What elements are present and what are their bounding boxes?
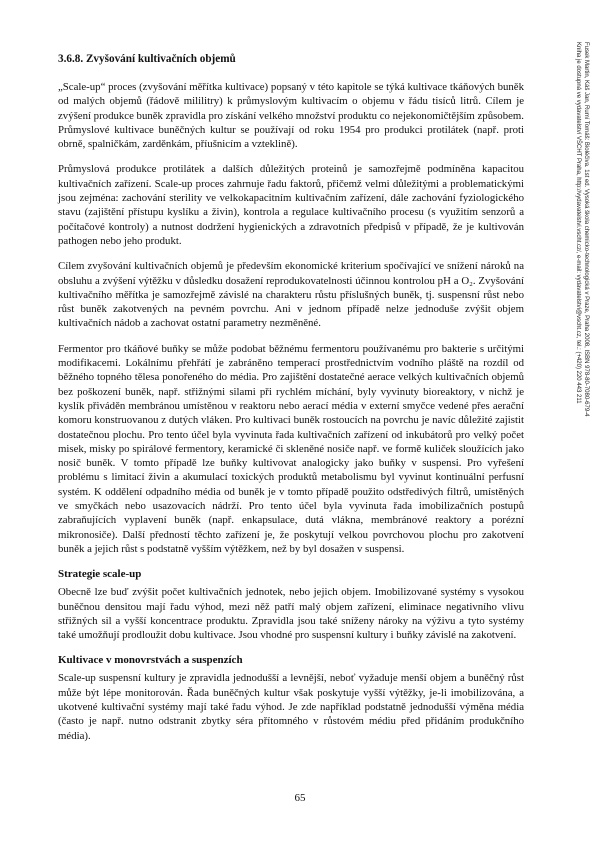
side-citation (574, 42, 590, 602)
subsection-heading-strategie: Strategie scale-up (58, 568, 142, 581)
page-body (58, 52, 524, 754)
section-heading: 3.6.8. Zvyšování kultivačních objemů (58, 53, 236, 65)
paragraph: Obecně lze buď zvýšit počet kultivačních jednotek, nebo jejich objem. Imobilizované systémy s vysokou buněčnou densitou mají řadu výhod, mezi něž patří malý objem zařízení, eliminace negativního vlivu střižných sil a vyšší koncentrace produktu. Zpravidla jsou také sníženy nároky na výživu a tyto systémy také umožňují prodloužit dobu kultivace. Jsou vhodné pro suspensní kultury i buňky závislé na zakotvení. (58, 586, 524, 642)
paragraph: Cílem zvyšování kultivačních objemů je především ekonomické kriterium spočívající ve snížení nároků na obsluhu a zvýšení výtěžku v důsledku dosažení reprodukovatelnosti účinnou kontrolou pH a O₂. Zvyšování kultivačního měřítka je samozřejmě závislé na charakteru růstu příslušných buněk, tj. suspensní růst nebo růst buněk zakotvených na pevném povrchu. Ani v jednom případě nelze jednoduše zvýšit objem kultivačních nádob a zachovat ostatní parametry nezměněné. (58, 260, 524, 330)
paragraph: Průmyslová produkce protilátek a dalších důležitých proteinů je samozřejmě podmíněna kapacitou kultivačních zařízení. Scale-up proces zahrnuje řadu faktorů, přičemž velmi důležitými a problematickými jsou zejména: zachování sterility ve velkokapacitním kultivačním zařízení, dále zachování fyziologického stavu (zajištění přístupu kyslíku a živin), kontrola a regulace kultivačního procesu (s využitím senzorů a počítačové kontroly) a nutnost dodržení hygienických a zdravotních předpisů v případě, že je kultivován pathogen nebo jeho produkt. (58, 163, 524, 247)
paragraph: Fermentor pro tkáňové buňky se může podobat běžnému fermentoru používanému pro bakterie s určitými modifikacemi. Lokálnímu přehřátí je zabráněno temperací prostřednictvím vodního pláště na rozdíl od běžného topného tělesa ponořeného do média. Pro zajištění dostatečné aerace velkých kultivačních objemů bez poškození buněk, např. střižnými silami při rychlém míchání, byly vyvinuty bioreaktory, v nichž je kyslík přiváděn membránou umístěnou v reaktoru nebo aerací média v externí smyčce vedené přes aerační komoru konstruovanou z dutých vláken. Pro kultivaci buněk rostoucích na povrchu je navíc důležité zajistit dostatečnou plochu. Pro tento účel byla vyvinuta řada kultivačních zařízení od inkubátorů pro velký počet misek, misky po spirálové fermentory, keramické či skleněné nosiče např. ve formě kuliček sloužících jako nosič buněk. V tomto případě lze buňky kultivovat analogicky jako buňky v suspensi. Pro vyřešení problému s limitací živin a akumulací toxických produktů metabolismu byl vyvinut kontinuální perfusní systém. K oddělení odpadního média od buněk je v tomto případě použito odstředivých filtrů, umístěných ve smyčkách nebo usazovacích nádrží. Pro tento účel byla vyvinuta řada imobilizačních postupů zabraňujících vyplavení buněk (např. enkapsulace, dutá vlákna, membránové reaktory a porézní mikronosiče). Další předností těchto zařízení je, že poskytují velkou povrchovou plochu pro zakotvení buněk a jejich růst s podstatně vyšším výtěžkem, než by byl dosažen v suspensi. (58, 342, 524, 555)
subsection-heading-kultivace: Kultivace v monovrstvách a suspenzích (58, 654, 243, 667)
side-citation-line: Kniha je dostupná ve vydavatelství VŠCHT Praha, http://vydavatelstvi.vscht.cz/, e-mail: vydavatelstvi@vscht.cz, tel.: (+420) 220 443 211 (575, 42, 581, 404)
paragraph: Scale-up suspensní kultury je zpravidla jednodušší a levnější, neboť vyžaduje menší objem a buněčný růst může být lépe monitorován. Řada buněčných kultur však poskytuje vyšší výtěžky, je-li imobilizována, a ukotvené kultivační systémy mají také řadu výhod. Je zde například podstatně jednodušší výměna média (často je např. nutno odstranit zbytky séra přítomného v růstovém médiu před přidáním produkčního média). (58, 672, 524, 742)
page-number: 65 (294, 792, 306, 804)
side-citation-line: Fusek Martin, Káš Jan, Rumí Tomáš: Bioléčiva. 1st ed. Vysoká škola chemicko-technologická v Praze, Praha 2008, ISBN 978-80-7080-679-4 (583, 42, 589, 417)
paragraph: „Scale-up“ proces (zvyšování měřítka kultivace) popsaný v této kapitole se týká kultivace tkáňových buněk od malých objemů (řádově mililitry) k průmyslovým kultivacím o objemu v řádu tisíců litrů. Cílem je zvýšení produkce buněk zpravidla pro získání velkého množství produktu co nejekonomičtějším způsobem. Průmyslové kultivace buněčných kultur se používají od roku 1954 pro produkci protilátek (např. proti obrně, spalničkám, zarděnkám, příušnicím a vzteklině). (58, 81, 524, 151)
